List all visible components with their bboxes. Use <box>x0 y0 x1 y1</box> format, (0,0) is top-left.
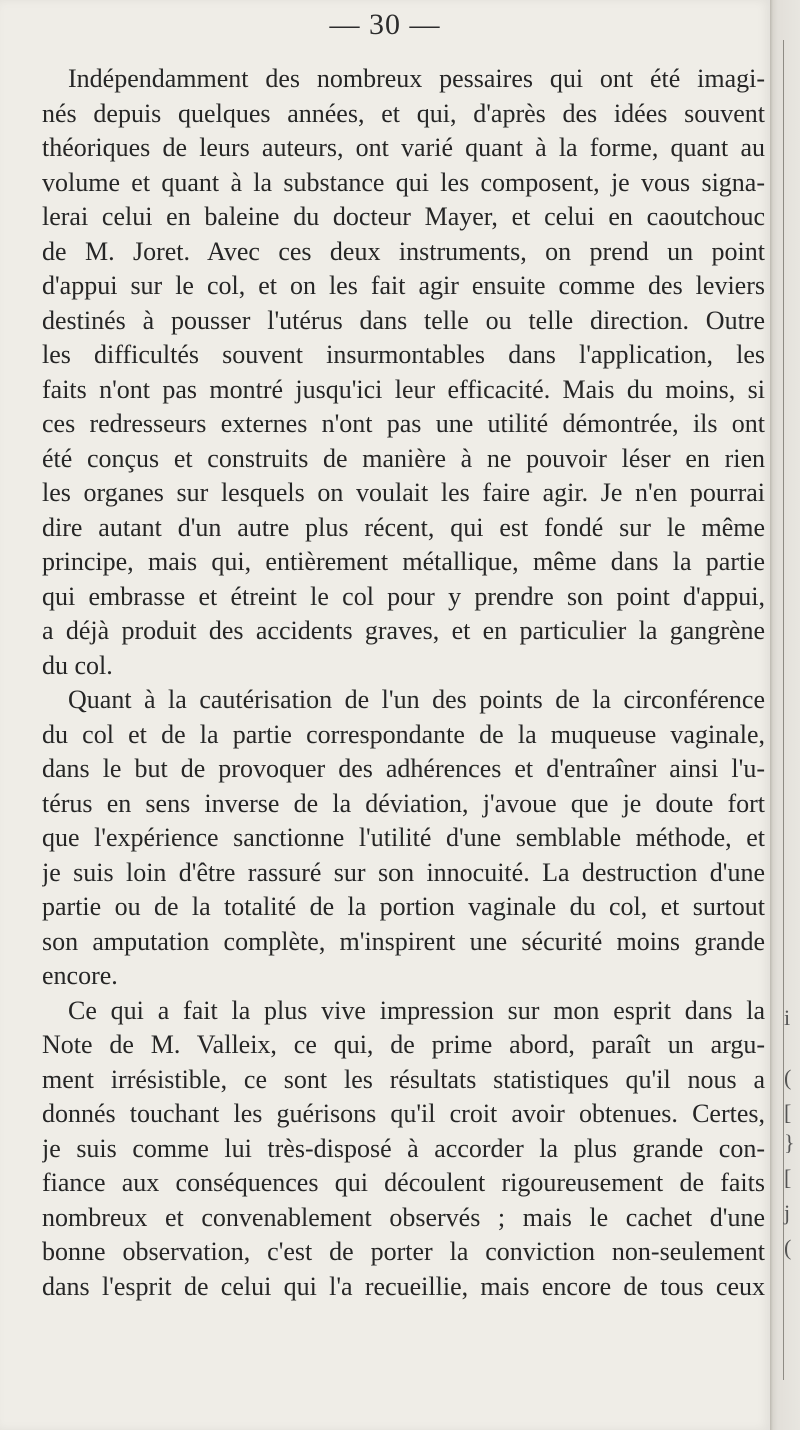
text-line: faits n'ont pas montré jusqu'ici leur efficacité. Mais du moins, si <box>42 374 765 404</box>
text-line: les organes sur lesquels on voulait les faire agir. Je n'en pourrai <box>42 478 765 507</box>
text-line: qui embrasse et étreint le col pour y prendre son point d'appui, <box>42 581 765 611</box>
margin-mark: } <box>784 1130 795 1155</box>
margin-mark: i <box>784 1005 791 1030</box>
text-line: encore. <box>42 961 118 990</box>
text-line: térus en sens inverse de la déviation, j'avoue que je doute fort <box>42 788 765 818</box>
text-line: principe, mais qui, entièrement métallique, même dans la partie <box>42 547 765 576</box>
text-line: a déjà produit des accidents graves, et en particulier la gangrène <box>42 616 765 645</box>
text-line: volume et quant à la substance qui les composent, je vous signa- <box>42 167 765 197</box>
margin-mark: ( <box>784 1065 792 1090</box>
text-line: bonne observation, c'est de porter la conviction non-seulement <box>42 1237 765 1266</box>
text-line: été conçus et construits de manière à ne pouvoir léser en rien <box>42 443 765 473</box>
margin-mark: j <box>784 1200 791 1225</box>
text-line: partie ou de la totalité de la portion vaginale du col, et surtout <box>42 892 765 921</box>
text-line: lerai celui en baleine du docteur Mayer, et celui en caoutchouc <box>42 202 765 231</box>
text-line: Ce qui a fait la plus vive impression sur mon esprit dans la <box>68 995 765 1025</box>
text-line: nombreux et convenablement observés ; mais le cachet d'une <box>42 1202 765 1232</box>
margin-mark: [ <box>784 1165 792 1190</box>
text-line: son amputation complète, m'inspirent une sécurité moins grande <box>42 926 765 956</box>
text-line: Indépendamment des nombreux pessaires qui ont été imagi- <box>68 64 765 93</box>
text-line: je suis loin d'être rassuré sur son innocuité. La destruction d'une <box>42 857 765 887</box>
text-line: ment irrésistible, ce sont les résultats statistiques qu'il nous a <box>42 1064 765 1094</box>
text-line: d'appui sur le col, et on les fait agir ensuite comme des leviers <box>42 271 765 300</box>
page-number: — 30 — <box>329 8 441 41</box>
text-line: théoriques de leurs auteurs, ont varié quant à la forme, quant au <box>42 133 765 162</box>
text-line: du col. <box>42 650 113 680</box>
text-line: fiance aux conséquences qui découlent rigoureusement de faits <box>42 1168 765 1197</box>
text-line: Note de M. Valleix, ce qui, de prime abord, paraît un argu- <box>42 1030 765 1059</box>
text-line: je suis comme lui très-disposé à accorder la plus grande con- <box>42 1133 765 1163</box>
margin-mark: [ <box>784 1100 792 1125</box>
body-text <box>42 62 765 1304</box>
text-line: les difficultés souvent insurmontables dans l'application, les <box>42 340 765 369</box>
text-line: dans l'esprit de celui qui l'a recueillie, mais encore de tous ceux <box>42 1271 765 1301</box>
text-line: que l'expérience sanctionne l'utilité d'une semblable méthode, et <box>42 823 765 852</box>
text-line: du col et de la partie correspondante de la muqueuse vaginale, <box>42 719 765 749</box>
text-line: de M. Joret. Avec ces deux instruments, on prend un point <box>42 236 765 266</box>
text-line: donnés touchant les guérisons qu'il croit avoir obtenues. Certes, <box>42 1099 765 1128</box>
text-line: Quant à la cautérisation de l'un des points de la circonférence <box>68 685 765 714</box>
text-line: dans le but de provoquer des adhérences et d'entraîner ainsi l'u- <box>42 754 765 783</box>
text-line: destinés à pousser l'utérus dans telle ou telle direction. Outre <box>42 305 765 335</box>
text-line: dire autant d'un autre plus récent, qui est fondé sur le même <box>42 512 765 542</box>
margin-marks <box>782 0 800 1430</box>
text-line: nés depuis quelques années, et qui, d'après des idées souvent <box>42 98 765 128</box>
margin-mark: ( <box>784 1235 792 1260</box>
text-line: ces redresseurs externes n'ont pas une utilité démontrée, ils ont <box>42 409 765 438</box>
